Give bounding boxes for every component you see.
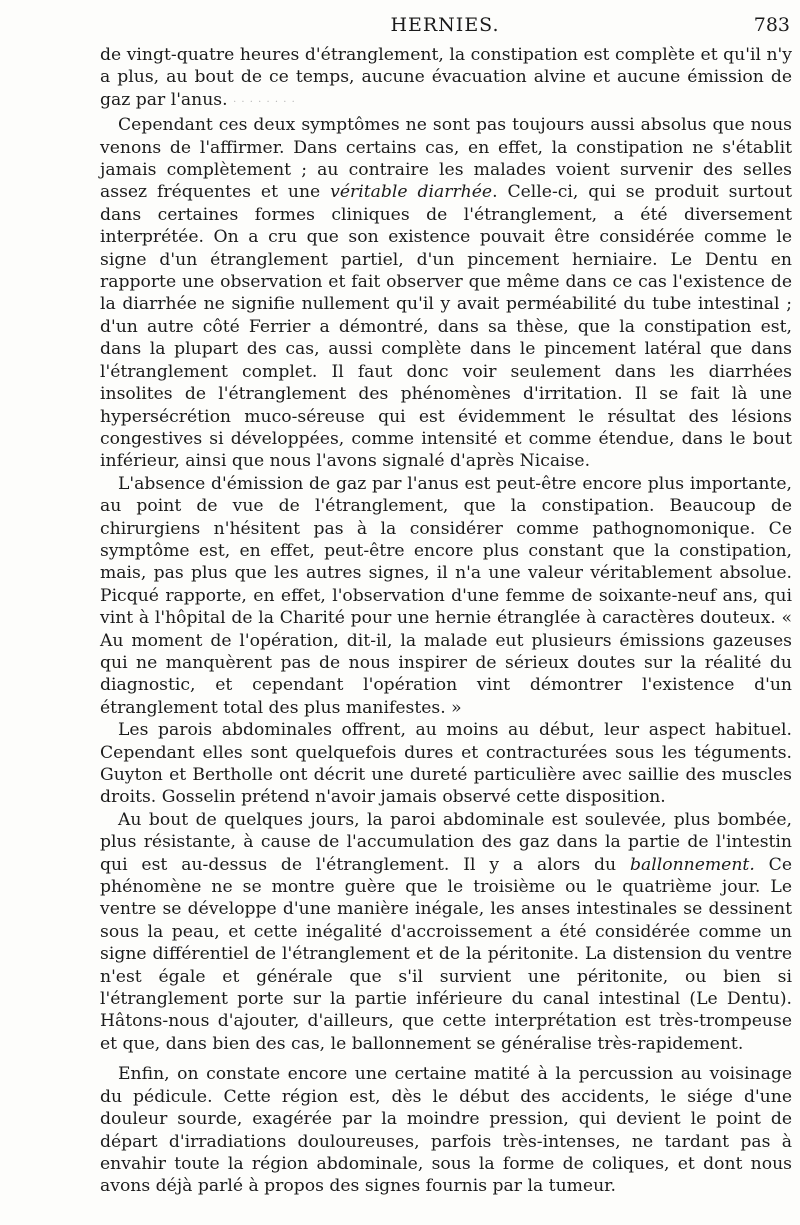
page-number: 783 [753,14,790,36]
paragraph-text: de vingt-quatre heures d'étranglement, la constipation est complète et qu'il n'y a plus, au bout de ce temps, aucune évacuation alvine et aucune émission de gaz par l'anus. [100,45,792,110]
paragraph-gas-emission: L'absence d'émission de gaz par l'anus est peut-être encore plus importante, au point de vue de l'étranglement, que la constipation. Beaucoup de chirurgiens n'hésitent pas à la considérer comme pathognomonique. Ce symptôme est, en effet, peut-être encore plus constant que la constipation, mais, pas plus que les autres signes, il n'a une valeur véritablement absolue. Picqué rapporte, en effet, l'observation d'une femme de soixante-neuf ans, qui vint à l'hôpital de la Charité pour une hernie étranglée à caractères douteux. « Au moment de l'opération, dit-il, la malade eut plusieurs émissions gazeuses qui ne manquèrent pas de nous inspirer de sérieux doutes sur la réalité du diagnostic, et cependant l'opération vint démontrer l'existence d'un étranglement total des plus manifestes. » [100,473,792,718]
paragraph-continuation [100,44,792,114]
running-header [100,14,790,44]
paragraph-diarrhea: Cependant ces deux symptômes ne sont pas toujours aussi absolus que nous venons de l'affirmer. Dans certains cas, en effet, la constipation ne s'établit jamais complètement ; au contraire les malades voient survenir des selles assez fréquentes et une véritable diarrhée. Celle-ci, qui se produit surtout dans certaines formes cliniques de l'étranglement, a été diversement interprétée. On a cru que son existence pouvait être considérée comme le signe d'un étranglement partiel, d'un pincement herniaire. Le Dentu en rapporte une observation et fait observer que même dans ce cas l'existence de la diarrhée ne signifie nullement qu'il y avait perméabilité du tube intestinal ; d'un autre côté Ferrier a démontré, dans sa thèse, que la constipation est, dans la plupart des cas, aussi complète dans le pincement latéral que dans l'étranglement complet. Il faut donc voir seulement dans les diarrhées insolites de l'étranglement des phénomènes d'irritation. Il se fait là une hypersécrétion muco-séreuse qui est évidemment le résultat des lésions congestives si développées, comme intensité et comme étendue, dans le bout inférieur, ainsi que nous l'avons signalé d'après Nicaise. [100,115,792,472]
paragraph-matite: Enfin, on constate encore une certaine matité à la percussion au voisinage du pédicule. Cette région est, dès le début des accidents, le siége d'une douleur sourde, exagérée par la moindre pression, qui devient le point de départ d'irradiations douloureuses, parfois très-intenses, ne tardant pas à envahir toute la région abdominale, sous la forme de coliques, et dont nous avons déjà parlé à propos des signes fournis par la tumeur. [100,1064,792,1197]
bleed-through-marks: · · · · · · · · [233,96,296,108]
body-text [100,44,792,1198]
paragraph-ballonnement: Au bout de quelques jours, la paroi abdominale est soulevée, plus bombée, plus résistante, à cause de l'accumulation des gaz dans la partie de l'intestin qui est au-dessus de l'étranglement. Il y a alors du ballonnement. Ce phénomène ne se montre guère que le troisième ou le quatrième jour. Le ventre se développe d'une manière inégale, les anses intestinales se dessinent sous la peau, et cette inégalité d'accroissement a été considérée comme un signe différentiel de l'étranglement et de la péritonite. La distension du ventre n'est égale et générale que s'il survient une péritonite, ou bien si l'étranglement porte sur la partie inférieure du canal intestinal (Le Dentu). Hâtons-nous d'ajouter, d'ailleurs, que cette interprétation est très-trompeuse et que, dans bien des cas, le ballonnement se généralise très-rapidement. [100,809,792,1054]
paragraph-abdominal-walls: Les parois abdominales offrent, au moins au début, leur aspect habituel. Cependant elles sont quelquefois dures et contracturées sous les téguments. Guyton et Bertholle ont décrit une dureté particulière avec saillie des muscles droits. Gosselin prétend n'avoir jamais observé cette disposition. [100,720,792,808]
emphasis: véritable diarrhée [330,182,493,203]
emphasis: ballonnement. [629,854,755,875]
running-title: HERNIES. [390,14,500,36]
